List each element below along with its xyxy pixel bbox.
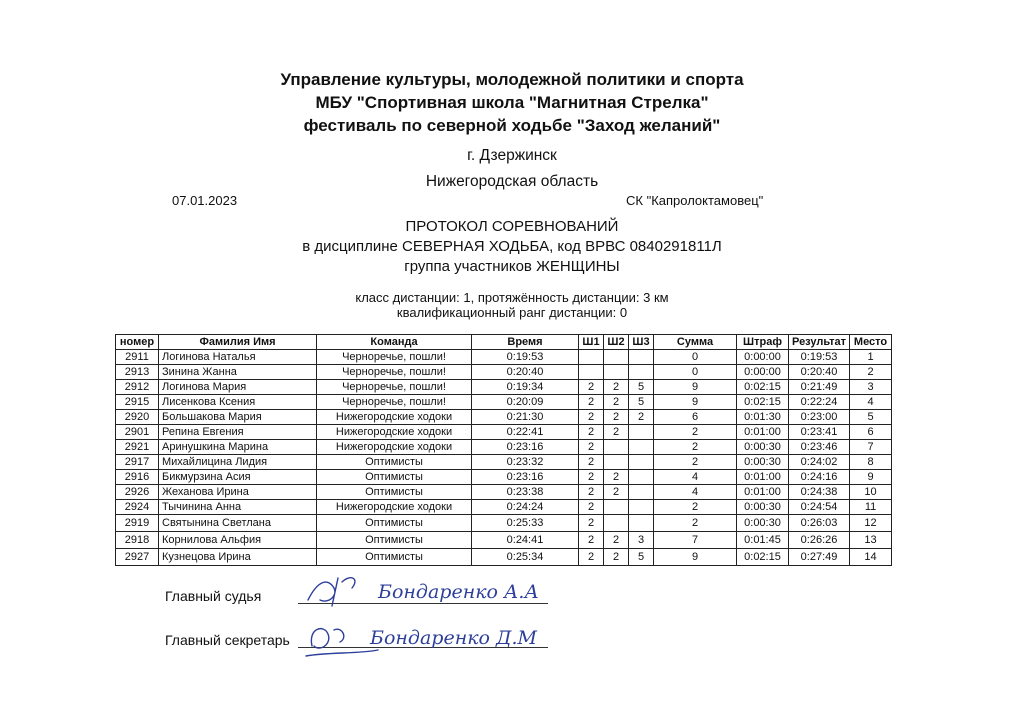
table-cell: 2920: [116, 410, 159, 425]
table-cell: 2915: [116, 395, 159, 410]
table-cell: 2: [579, 532, 604, 549]
table-cell: Михайлицина Лидия: [159, 455, 317, 470]
table-cell: [579, 365, 604, 380]
table-cell: 2: [604, 425, 629, 440]
table-cell: 0:23:32: [472, 455, 579, 470]
table-cell: 0:19:53: [789, 350, 850, 365]
table-cell: 0:00:30: [737, 515, 789, 532]
table-cell: Оптимисты: [317, 515, 472, 532]
table-cell: 0:23:38: [472, 485, 579, 500]
protocol-title: ПРОТОКОЛ СОРЕВНОВАНИЙ: [405, 218, 619, 235]
table-cell: 2: [579, 470, 604, 485]
table-cell: 5: [850, 410, 892, 425]
table-cell: [579, 350, 604, 365]
table-cell: 0: [654, 365, 737, 380]
table-cell: 2: [579, 485, 604, 500]
protocol-discipline: в дисциплине СЕВЕРНАЯ ХОДЬБА, код ВРВС 0840291811Л: [302, 238, 722, 255]
results-table: [115, 334, 892, 566]
table-cell: [604, 500, 629, 515]
table-cell: 0:22:41: [472, 425, 579, 440]
table-cell: 0:25:33: [472, 515, 579, 532]
table-cell: [629, 470, 654, 485]
table-cell: 0:21:30: [472, 410, 579, 425]
protocol-group: группа участников ЖЕНЩИНЫ: [404, 258, 620, 275]
table-row: [116, 455, 892, 470]
table-cell: 0:00:00: [737, 365, 789, 380]
qualification-rank: квалификационный ранг дистанции: 0: [396, 305, 628, 320]
table-row: [116, 410, 892, 425]
org-line-2: МБУ "Спортивная школа "Магнитная Стрелка": [315, 93, 709, 112]
table-cell: 2: [604, 395, 629, 410]
table-cell: 2: [654, 440, 737, 455]
table-cell: 2901: [116, 425, 159, 440]
column-header: Ш1: [579, 335, 604, 350]
table-cell: 2913: [116, 365, 159, 380]
table-row: [116, 515, 892, 532]
table-cell: 0:24:24: [472, 500, 579, 515]
table-cell: 11: [850, 500, 892, 515]
table-cell: 10: [850, 485, 892, 500]
table-cell: Логинова Наталья: [159, 350, 317, 365]
table-cell: 0:24:02: [789, 455, 850, 470]
table-cell: 2: [654, 455, 737, 470]
table-row: [116, 350, 892, 365]
table-row: [116, 470, 892, 485]
table-cell: 0:20:09: [472, 395, 579, 410]
table-cell: Нижегородские ходоки: [317, 425, 472, 440]
table-cell: 0:25:34: [472, 549, 579, 566]
column-header: номер: [116, 335, 159, 350]
column-header: Ш2: [604, 335, 629, 350]
table-cell: 0:02:15: [737, 549, 789, 566]
table-cell: 0:23:16: [472, 440, 579, 455]
table-cell: 6: [850, 425, 892, 440]
chief-secretary-signature-text: Бондаренко Д.М: [370, 627, 537, 649]
table-cell: 14: [850, 549, 892, 566]
table-cell: Черноречье, пошли!: [317, 365, 472, 380]
table-row: [116, 365, 892, 380]
table-cell: 2: [604, 532, 629, 549]
table-cell: 7: [850, 440, 892, 455]
table-cell: 0:19:53: [472, 350, 579, 365]
table-cell: 9: [654, 395, 737, 410]
table-cell: 0: [654, 350, 737, 365]
table-cell: 2: [654, 425, 737, 440]
table-cell: Черноречье, пошли!: [317, 380, 472, 395]
chief-judge-signature: [298, 570, 558, 610]
table-cell: Аринушкина Марина: [159, 440, 317, 455]
table-cell: 0:00:30: [737, 440, 789, 455]
table-cell: 0:20:40: [789, 365, 850, 380]
chief-secretary-signature: [298, 616, 558, 660]
region: Нижегородская область: [425, 173, 599, 190]
table-cell: 2917: [116, 455, 159, 470]
table-row: [116, 500, 892, 515]
table-cell: Репина Евгения: [159, 425, 317, 440]
table-cell: 2: [579, 395, 604, 410]
table-cell: 0:01:00: [737, 470, 789, 485]
table-cell: 0:23:16: [472, 470, 579, 485]
table-cell: 0:23:41: [789, 425, 850, 440]
table-cell: 0:02:15: [737, 380, 789, 395]
table-cell: 4: [654, 485, 737, 500]
table-cell: 2: [604, 485, 629, 500]
table-cell: 2: [604, 470, 629, 485]
table-cell: 6: [654, 410, 737, 425]
table-cell: 9: [654, 380, 737, 395]
column-header: Штраф: [737, 335, 789, 350]
table-cell: 3: [850, 380, 892, 395]
table-cell: [629, 455, 654, 470]
table-cell: 7: [654, 532, 737, 549]
table-cell: [604, 515, 629, 532]
table-cell: [629, 440, 654, 455]
table-cell: Черноречье, пошли!: [317, 350, 472, 365]
table-cell: 5: [629, 380, 654, 395]
table-cell: [604, 365, 629, 380]
table-cell: 3: [629, 532, 654, 549]
column-header: Результат: [789, 335, 850, 350]
table-cell: 2926: [116, 485, 159, 500]
table-cell: Нижегородские ходоки: [317, 440, 472, 455]
table-cell: 0:22:24: [789, 395, 850, 410]
table-cell: 4: [850, 395, 892, 410]
table-cell: 9: [654, 549, 737, 566]
table-cell: 0:24:41: [472, 532, 579, 549]
table-cell: 2924: [116, 500, 159, 515]
table-cell: 2: [579, 410, 604, 425]
table-cell: Зинина Жанна: [159, 365, 317, 380]
table-row: [116, 395, 892, 410]
table-cell: 2: [579, 440, 604, 455]
table-cell: [629, 365, 654, 380]
table-cell: Логинова Мария: [159, 380, 317, 395]
table-cell: 0:01:45: [737, 532, 789, 549]
table-cell: 0:26:03: [789, 515, 850, 532]
table-cell: Черноречье, пошли!: [317, 395, 472, 410]
column-header: Команда: [317, 335, 472, 350]
table-cell: 0:21:49: [789, 380, 850, 395]
column-header: Время: [472, 335, 579, 350]
table-cell: 0:01:30: [737, 410, 789, 425]
table-cell: Лисенкова Ксения: [159, 395, 317, 410]
table-cell: 0:00:30: [737, 500, 789, 515]
table-cell: 2: [579, 425, 604, 440]
table-cell: 2: [604, 380, 629, 395]
table-cell: 8: [850, 455, 892, 470]
table-cell: 9: [850, 470, 892, 485]
table-cell: 1: [850, 350, 892, 365]
table-cell: 0:00:00: [737, 350, 789, 365]
table-cell: Нижегородские ходоки: [317, 500, 472, 515]
table-cell: Оптимисты: [317, 532, 472, 549]
table-cell: 2921: [116, 440, 159, 455]
distance-class: класс дистанции: 1, протяжённость дистанции: 3 км: [355, 290, 669, 305]
table-cell: 2911: [116, 350, 159, 365]
table-cell: 2: [579, 455, 604, 470]
chief-judge-label: Главный судья: [165, 588, 262, 604]
column-header: Место: [850, 335, 892, 350]
table-cell: Тычинина Анна: [159, 500, 317, 515]
table-row: [116, 532, 892, 549]
table-cell: 2: [604, 410, 629, 425]
table-row: [116, 380, 892, 395]
table-cell: Большакова Мария: [159, 410, 317, 425]
table-cell: Оптимисты: [317, 549, 472, 566]
table-cell: 0:23:46: [789, 440, 850, 455]
table-cell: 0:24:16: [789, 470, 850, 485]
venue: СК "Капролоктамовец": [626, 193, 764, 208]
table-cell: 0:24:54: [789, 500, 850, 515]
table-cell: 0:23:00: [789, 410, 850, 425]
table-cell: 0:26:26: [789, 532, 850, 549]
table-cell: Оптимисты: [317, 485, 472, 500]
table-row: [116, 440, 892, 455]
table-cell: 2912: [116, 380, 159, 395]
table-cell: 5: [629, 395, 654, 410]
table-header-row: [116, 335, 892, 350]
table-cell: [629, 515, 654, 532]
org-line-1: Управление культуры, молодежной политики и спорта: [280, 70, 744, 89]
table-row: [116, 549, 892, 566]
table-cell: [629, 500, 654, 515]
table-cell: 2: [579, 380, 604, 395]
table-cell: 12: [850, 515, 892, 532]
table-cell: 2: [629, 410, 654, 425]
table-cell: Нижегородские ходоки: [317, 410, 472, 425]
column-header: Ш3: [629, 335, 654, 350]
table-cell: 0:19:34: [472, 380, 579, 395]
table-cell: 4: [654, 470, 737, 485]
table-cell: Оптимисты: [317, 470, 472, 485]
table-cell: [629, 350, 654, 365]
table-cell: Святынина Светлана: [159, 515, 317, 532]
table-cell: 2: [579, 515, 604, 532]
table-cell: 2918: [116, 532, 159, 549]
column-header: Фамилия Имя: [159, 335, 317, 350]
event-title: фестиваль по северной ходьбе "Заход желаний": [303, 116, 721, 135]
event-date: 07.01.2023: [172, 193, 238, 208]
table-row: [116, 425, 892, 440]
table-cell: 5: [629, 549, 654, 566]
table-cell: 0:01:00: [737, 485, 789, 500]
table-cell: Кузнецова Ирина: [159, 549, 317, 566]
chief-secretary-label: Главный секретарь: [165, 632, 290, 648]
table-cell: Оптимисты: [317, 455, 472, 470]
table-cell: Корнилова Альфия: [159, 532, 317, 549]
table-cell: 2: [579, 500, 604, 515]
table-cell: 0:01:00: [737, 425, 789, 440]
table-cell: 2927: [116, 549, 159, 566]
table-cell: Бикмурзина Асия: [159, 470, 317, 485]
table-row: [116, 485, 892, 500]
table-cell: 2: [654, 500, 737, 515]
table-cell: 0:27:49: [789, 549, 850, 566]
table-cell: 13: [850, 532, 892, 549]
table-cell: [604, 440, 629, 455]
table-cell: 0:02:15: [737, 395, 789, 410]
column-header: Сумма: [654, 335, 737, 350]
table-cell: [629, 425, 654, 440]
table-cell: 2: [579, 549, 604, 566]
table-cell: 2919: [116, 515, 159, 532]
table-cell: [604, 350, 629, 365]
table-cell: 0:24:38: [789, 485, 850, 500]
table-cell: 0:00:30: [737, 455, 789, 470]
chief-judge-signature-text: Бондаренко А.А: [378, 581, 539, 603]
table-body: [116, 350, 892, 566]
table-cell: 2: [850, 365, 892, 380]
table-cell: Жеханова Ирина: [159, 485, 317, 500]
table-cell: 0:20:40: [472, 365, 579, 380]
table-cell: 2: [604, 549, 629, 566]
table-cell: 2: [654, 515, 737, 532]
city: г. Дзержинск: [467, 147, 557, 164]
table-cell: [629, 485, 654, 500]
table-cell: [604, 455, 629, 470]
table-cell: 2916: [116, 470, 159, 485]
